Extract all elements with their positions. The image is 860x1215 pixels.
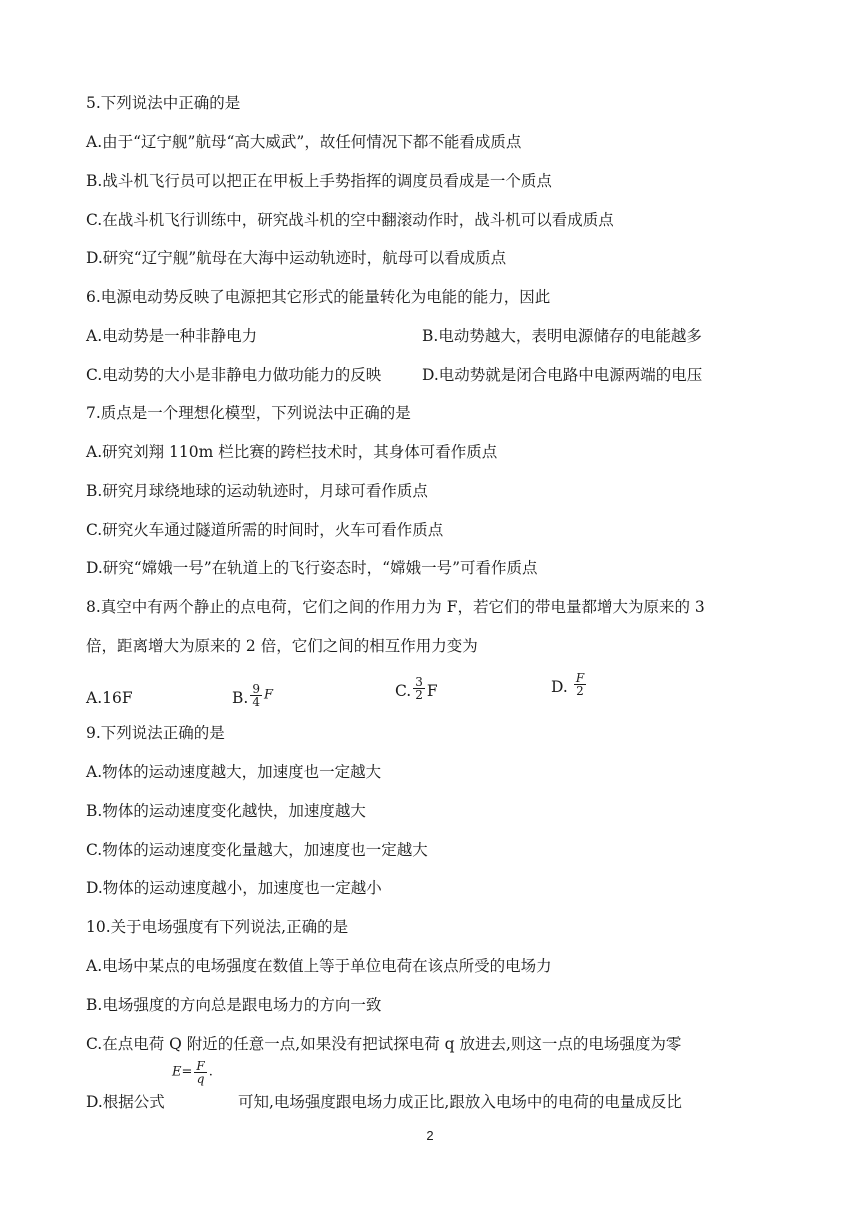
q5-option-c: C.在战斗机飞行训练中，研究战斗机的空中翻滚动作时，战斗机可以看成质点 xyxy=(86,211,614,229)
q10-option-a: A.电场中某点的电场强度在数值上等于单位电荷在该点所受的电场力 xyxy=(86,957,552,975)
q7-option-a: A.研究刘翔 110m 栏比赛的跨栏技术时，其身体可看作质点 xyxy=(86,443,498,461)
q5-option-b: B.战斗机飞行员可以把正在甲板上手势指挥的调度员看成是一个质点 xyxy=(86,172,552,190)
q10-formula-denominator: q xyxy=(196,1072,205,1086)
q9-option-a: A.物体的运动速度越大，加速度也一定越大 xyxy=(86,763,382,781)
q5-option-a: A.由于“辽宁舰”航母“高大威武”，故任何情况下都不能看成质点 xyxy=(86,133,522,151)
q8-option-c-label: C. xyxy=(395,682,412,700)
q6-option-b: B.电动势越大，表明电源储存的电能越多 xyxy=(422,327,702,345)
q5-option-d: D.研究“辽宁舰”航母在大海中运动轨迹时，航母可以看成质点 xyxy=(86,249,507,267)
q5-stem: 5.下列说法中正确的是 xyxy=(86,94,241,112)
q10-formula xyxy=(172,1060,213,1085)
q10-formula-lhs: E= xyxy=(172,1064,193,1080)
q8-b-numerator: 9 xyxy=(252,682,260,696)
q10-option-b: B.电场强度的方向总是跟电场力的方向一致 xyxy=(86,996,382,1014)
q10-stem: 10.关于电场强度有下列说法,正确的是 xyxy=(86,918,349,936)
q9-option-d: D.物体的运动速度越小，加速度也一定越小 xyxy=(86,879,382,897)
q10-option-d-suffix: 可知,电场强度跟电场力成正比,跟放入电场中的电荷的电量成反比 xyxy=(238,1093,682,1111)
q8-b-denominator: 4 xyxy=(252,695,260,709)
q8-stem-line2: 倍，距离增大为原来的 2 倍，它们之间的相互作用力变为 xyxy=(86,637,478,655)
q8-c-numerator: 3 xyxy=(415,675,423,689)
q10-formula-fraction xyxy=(194,1060,206,1085)
q7-stem: 7.质点是一个理想化模型，下列说法中正确的是 xyxy=(86,404,411,422)
q8-b-variable: F xyxy=(263,687,273,703)
q6-option-d: D.电动势就是闭合电路中电源两端的电压 xyxy=(422,366,703,384)
q8-option-b-fraction xyxy=(250,683,262,708)
q7-option-b: B.研究月球绕地球的运动轨迹时，月球可看作质点 xyxy=(86,482,428,500)
q9-option-c: C.物体的运动速度变化量越大，加速度也一定越大 xyxy=(86,841,428,859)
q8-option-c-fraction xyxy=(413,676,425,701)
q7-option-c: C.研究火车通过隧道所需的时间时，火车可看作质点 xyxy=(86,521,444,539)
q8-c-denominator: 2 xyxy=(415,688,423,702)
q8-option-a: A.16F xyxy=(86,689,133,707)
q8-option-d-fraction xyxy=(574,672,586,697)
q8-option-d xyxy=(551,672,588,697)
q8-d-numerator: F xyxy=(575,671,585,685)
q10-formula-numerator: F xyxy=(196,1059,205,1073)
q8-option-b-label: B. xyxy=(232,689,249,707)
page-number: 2 xyxy=(426,1128,434,1143)
q8-option-b xyxy=(232,676,273,708)
q6-option-c: C.电动势的大小是非静电力做功能力的反映 xyxy=(86,366,382,384)
q10-option-c: C.在点电荷 Q 附近的任意一点,如果没有把试探电荷 q 放进去,则这一点的电场强度为零 xyxy=(86,1035,682,1053)
q8-option-c xyxy=(395,676,438,701)
q9-option-b: B.物体的运动速度变化越快，加速度越大 xyxy=(86,802,366,820)
q6-stem: 6.电源电动势反映了电源把其它形式的能量转化为电能的能力，因此 xyxy=(86,288,551,306)
q10-formula-end: . xyxy=(208,1064,213,1080)
q6-option-a: A.电动势是一种非静电力 xyxy=(86,327,258,345)
q8-stem-line1: 8.真空中有两个静止的点电荷，它们之间的作用力为 F，若它们的带电量都增大为原来的 3 xyxy=(86,598,705,616)
q7-option-d: D.研究“嫦娥一号”在轨道上的飞行姿态时，“嫦娥一号”可看作质点 xyxy=(86,559,538,577)
q8-c-suffix: F xyxy=(426,682,438,700)
q8-d-denominator: 2 xyxy=(576,684,584,698)
q9-stem: 9.下列说法正确的是 xyxy=(86,724,225,742)
q10-option-d-prefix: D.根据公式 xyxy=(86,1093,165,1111)
q8-option-d-label: D. xyxy=(551,678,568,696)
